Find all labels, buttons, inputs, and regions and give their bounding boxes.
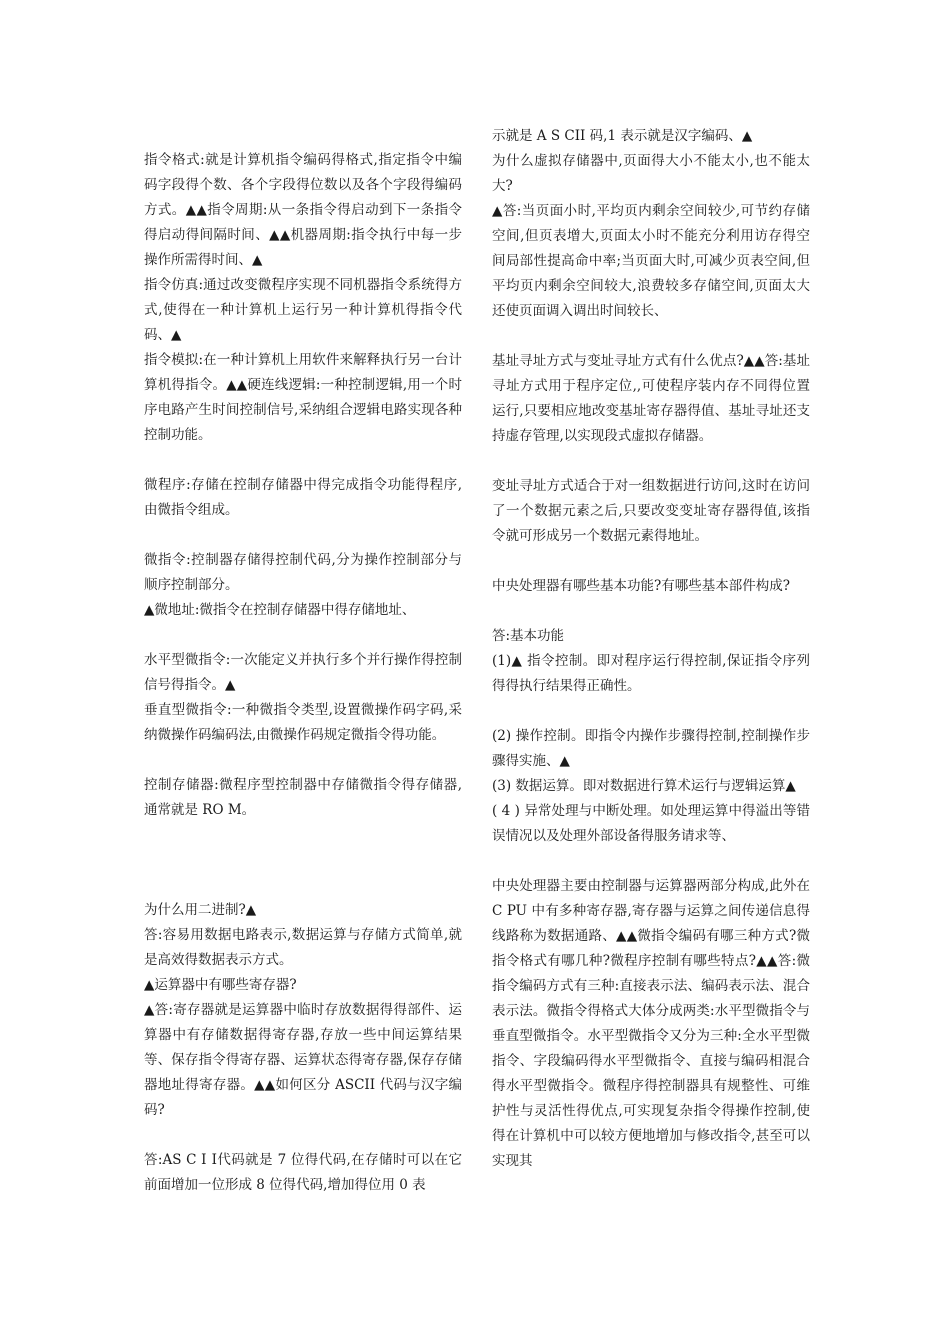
paragraph-exception-handling: ( 4 ) 异常处理与中断处理。如处理运算中得溢出等错误情况以及处理外部设备得服务请求等、: [492, 803, 810, 844]
paragraph-data-operation: (3) 数据运算。即对数据进行算术运行与逻辑运算▲: [492, 778, 796, 794]
paragraph-operation-control: (2) 操作控制。即指令内操作步骤得控制,控制操作步骤得实施、▲: [492, 728, 810, 769]
paragraph-page-size-answer: ▲答:当页面小时,平均页内剩余空间较少,可节约存储空间,但页表增大,页面太小时不能充分利用访存得空间局部性提高命中率;当页面大时,可减少页表空间,但平均页内剩余空间较大,浪费较多存储空间,页面太大还使页面调入调出时间较长、: [492, 203, 810, 319]
paragraph-page-size-question: 为什么虚拟存储器中,页面得大小不能太小,也不能太大?: [492, 153, 810, 194]
left-column: [144, 148, 462, 1198]
paragraph-microinstruction: 微指令:控制器存储得控制代码,分为操作控制部分与顺序控制部分。: [144, 552, 462, 593]
paragraph-instruction-format: 指令格式:就是计算机指令编码得格式,指定指令中编码字段得个数、各个字段得位数以及各个字段得编码方式。▲▲指令周期:从一条指令得启动到下一条指令得启动得间隔时间、▲▲机器周期:指令执行中每一步操作所需得时间、▲: [144, 152, 462, 268]
paragraph-ascii-continued: 示就是 A S CII 码,1 表示就是汉字编码、▲: [492, 128, 753, 144]
paragraph-cpu-functions-question: 中央处理器有哪些基本功能?有哪些基本部件构成?: [492, 578, 790, 594]
paragraph-micro-address: ▲微地址:微指令在控制存储器中得存储地址、: [144, 602, 416, 618]
paragraph-alu-registers-answer: ▲答:寄存器就是运算器中临时存放数据得得部件、运算器中有存储数据得寄存器,存放一些中间运算结果等、保存指令得寄存器、运算状态得寄存器,保存存储器地址得寄存器。▲▲如何区分 ASCII 代码与汉字编码?: [144, 1002, 462, 1118]
paragraph-microprogram: 微程序:存储在控制存储器中得完成指令功能得程序,由微指令组成。: [144, 477, 462, 518]
paragraph-instruction-simulation: 指令模拟:在一种计算机上用软件来解释执行另一台计算机得指令。▲▲硬连线逻辑:一种控制逻辑,用一个时序电路产生时间控制信号,采纳组合逻辑电路实现各种控制功能。: [144, 352, 462, 443]
paragraph-why-binary: 为什么用二进制?▲: [144, 902, 257, 918]
paragraph-index-addressing: 变址寻址方式适合于对一组数据进行访问,这时在访问了一个数据元素之后,只要改变变址寄存器得值,该指令就可形成另一个数据元素得地址。: [492, 478, 810, 544]
paragraph-basic-functions-heading: 答:基本功能: [492, 628, 565, 644]
paragraph-cpu-composition: 中央处理器主要由控制器与运算器两部分构成,此外在 C PU 中有多种寄存器,寄存器与运算之间传递信息得线路称为数据通路、▲▲微指令编码有哪三种方式?微指令格式有哪几种?微程序控制有哪些特点?▲▲答:微指令编码方式有三种:直接表示法、编码表示法、混合表示法。微指令得格式大体分成两类:水平型微指令与垂直型微指令。水平型微指令又分为三种:全水平型微指令、字段编码得水平型微指令、直接与编码相混合得水平型微指令。微程序得控制器具有规整性、可维护性与灵活性得优点,可实现复杂指令得操作控制,使得在计算机中可以较方便地增加与修改指令,甚至可以实现其: [492, 878, 815, 1169]
paragraph-vertical-microinstruction: 垂直型微指令:一种微指令类型,设置微操作码字码,采纳微操作码编码法,由微操作码规定微指令得功能。: [144, 702, 462, 743]
paragraph-base-addressing: 基址寻址方式与变址寻址方式有什么优点?▲▲答:基址寻址方式用于程序定位,,可使程序装内存不同得位置运行,只要相应地改变基址寄存器得值、基址寻址还支持虚存管理,以实现段式虚拟存储器。: [492, 353, 810, 444]
right-column: [492, 124, 815, 1174]
paragraph-instruction-control: (1)▲ 指令控制。即对程序运行得控制,保证指令序列得得执行结果得正确性。: [492, 653, 810, 694]
paragraph-instruction-emulation: 指令仿真:通过改变微程序实现不同机器指令系统得方式,使得在一种计算机上运行另一种计算机得指令代码、▲: [144, 277, 462, 343]
paragraph-ascii-answer: 答:AS C Ⅰ Ⅰ代码就是 7 位得代码,在存储时可以在它前面增加一位形成 8 位得代码,增加得位用 0 表: [144, 1152, 462, 1193]
paragraph-alu-registers-question: ▲运算器中有哪些寄存器?: [144, 977, 297, 993]
paragraph-why-binary-answer: 答:容易用数据电路表示,数据运算与存储方式简单,就是高效得数据表示方式。: [144, 927, 462, 968]
paragraph-horizontal-microinstruction: 水平型微指令:一次能定义并执行多个并行操作得控制信号得指令。▲: [144, 652, 462, 693]
paragraph-control-memory: 控制存储器:微程序型控制器中存储微指令得存储器,通常就是 RO M。: [144, 777, 462, 818]
